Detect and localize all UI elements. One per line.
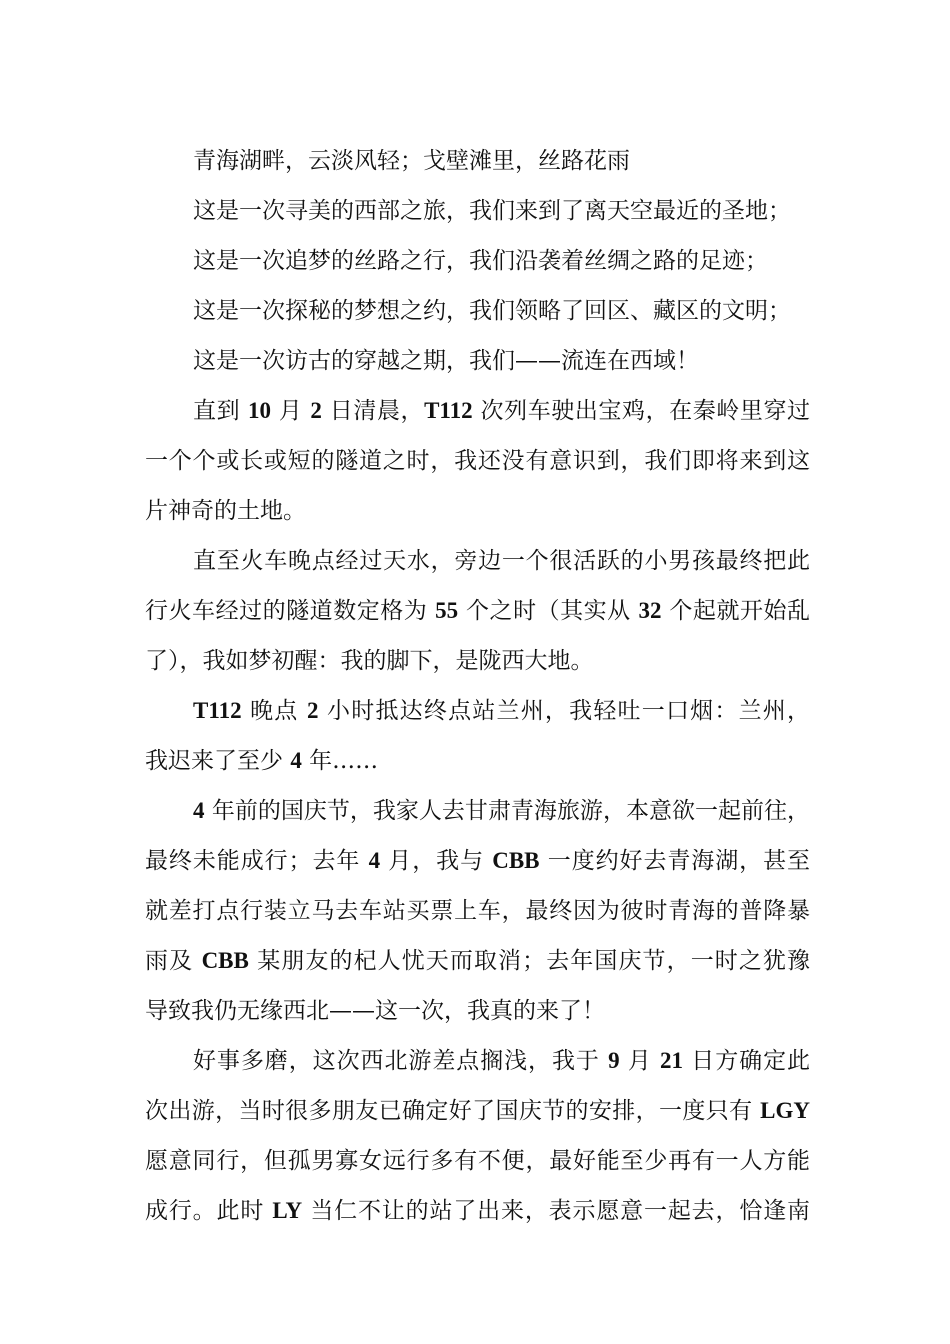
paragraph-line: 我迟来了至少 4 年…… — [145, 748, 379, 774]
paragraph-line: 就差打点行装立马去车站买票上车，最终因为彼时青海的普降暴 — [145, 898, 810, 924]
paragraph-line: T112 晚点 2 小时抵达终点站兰州，我轻吐一口烟：兰州， — [193, 698, 810, 724]
paragraph-line: 愿意同行，但孤男寡女远行多有不便，最好能至少再有一人方能 — [145, 1148, 810, 1174]
document-body — [145, 136, 810, 1236]
paragraph-line: 直到 10 月 2 日清晨，T112 次列车驶出宝鸡，在秦岭里穿过 — [193, 398, 810, 424]
paragraph-line: 成行。此时 LY 当仁不让的站了出来，表示愿意一起去，恰逢南 — [145, 1198, 810, 1224]
poem-line: 青海湖畔，云淡风轻；戈壁滩里，丝路花雨 — [193, 148, 630, 174]
paragraph-line: 了），我如梦初醒：我的脚下，是陇西大地。 — [145, 648, 594, 674]
paragraph-line: 直至火车晚点经过天水，旁边一个很活跃的小男孩最终把此 — [193, 548, 810, 574]
poem-line: 这是一次寻美的西部之旅，我们来到了离天空最近的圣地； — [193, 198, 791, 224]
paragraph-line: 导致我仍无缘西北——这一次，我真的来了！ — [145, 998, 605, 1024]
paragraph-line: 雨及 CBB 某朋友的杞人忧天而取消；去年国庆节，一时之犹豫 — [145, 948, 810, 974]
paragraph-line: 一个个或长或短的隧道之时，我还没有意识到，我们即将来到这 — [145, 448, 810, 474]
poem-line: 这是一次追梦的丝路之行，我们沿袭着丝绸之路的足迹； — [193, 248, 768, 274]
paragraph-line: 次出游，当时很多朋友已确定好了国庆节的安排，一度只有 LGY — [145, 1098, 810, 1124]
paragraph-line: 4 年前的国庆节，我家人去甘肃青海旅游，本意欲一起前往， — [193, 798, 810, 824]
poem-line: 这是一次探秘的梦想之约，我们领略了回区、藏区的文明； — [193, 298, 791, 324]
paragraph-line: 片神奇的土地。 — [145, 498, 306, 524]
paragraph-line: 好事多磨，这次西北游差点搁浅，我于 9 月 21 日方确定此 — [193, 1048, 810, 1074]
paragraph-line: 最终未能成行；去年 4 月，我与 CBB 一度约好去青海湖，甚至 — [145, 848, 810, 874]
paragraph-line: 行火车经过的隧道数定格为 55 个之时（其实从 32 个起就开始乱 — [145, 598, 810, 624]
poem-line: 这是一次访古的穿越之期，我们——流连在西域！ — [193, 348, 699, 374]
